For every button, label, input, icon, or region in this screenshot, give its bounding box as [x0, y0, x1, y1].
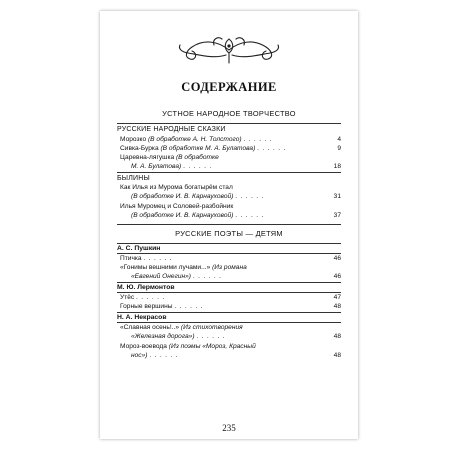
ornament-divider-icon [174, 33, 284, 67]
toc-entry[interactable]: Сивка-Бурка (В обработке М. А. Булатова) . . . . . . 9 [120, 144, 341, 152]
toc-entry[interactable]: Птичка . . . . . . 46 [120, 254, 341, 262]
toc-entry[interactable]: Морозко (В обработке А. Н. Толстого) . . . . . . 4 [120, 135, 341, 143]
author-nekrasov: Н. А. Некрасов [117, 313, 167, 321]
divider [117, 123, 341, 124]
page-title: СОДЕРЖАНИЕ [181, 80, 277, 94]
toc-entry[interactable]: Утёс . . . . . . 47 [120, 294, 341, 302]
author-lermontov: М. Ю. Лермонтов [117, 283, 175, 291]
entry-page-number: 31 [333, 193, 341, 201]
book-page [100, 11, 358, 439]
section-heading-folk: УСТНОЕ НАРОДНОЕ ТВОРЧЕСТВО [162, 109, 296, 118]
entry-page-number: 47 [333, 294, 341, 302]
entry-page-number: 46 [333, 254, 341, 262]
toc-entry[interactable]: Царевна-лягушка (В обработке М. А. Булатова) . . . . . . 18 [120, 154, 341, 171]
entry-page-number: 46 [333, 273, 341, 281]
entry-page-number: 48 [333, 333, 341, 341]
toc-entry[interactable]: «Гонимы вешними лучами...» (Из романа «Евгений Онегин») . . . . . . 46 [120, 264, 341, 281]
entry-page-number: 4 [337, 135, 341, 143]
toc-entry[interactable]: Горные вершины . . . . . . 48 [120, 303, 341, 311]
toc-entry[interactable]: Мороз-воевода (Из поэмы «Мороз, Красный нос») . . . . . . 48 [120, 342, 341, 359]
page-number: 235 [222, 423, 236, 433]
section-heading-poets: РУССКИЕ ПОЭТЫ — ДЕТЯМ [175, 229, 283, 239]
group-heading-fairy-tales: РУССКИЕ НАРОДНЫЕ СКАЗКИ [117, 126, 226, 134]
toc-entry[interactable]: Илья Муромец и Соловей-разбойник (В обработке И. В. Карнауховой) . . . . . . 37 [120, 202, 341, 219]
entry-page-number: 9 [337, 144, 341, 152]
author-pushkin: А. С. Пушкин [117, 244, 161, 252]
entry-page-number: 48 [333, 351, 341, 359]
entry-page-number: 37 [333, 211, 341, 219]
group-heading-bylinas: БЫЛИНЫ [117, 174, 150, 182]
toc-entry[interactable]: «Славная осень!..» (Из стихотворения «Железная дорога») . . . . . . 48 [120, 323, 341, 341]
entry-page-number: 18 [333, 163, 341, 171]
entry-page-number: 48 [333, 303, 341, 311]
divider [117, 172, 341, 173]
toc-entry[interactable]: Как Илья из Мурома богатырём стал (В обработке И. В. Карнауховой) . . . . . . 31 [120, 184, 341, 201]
table-of-contents [117, 109, 341, 360]
